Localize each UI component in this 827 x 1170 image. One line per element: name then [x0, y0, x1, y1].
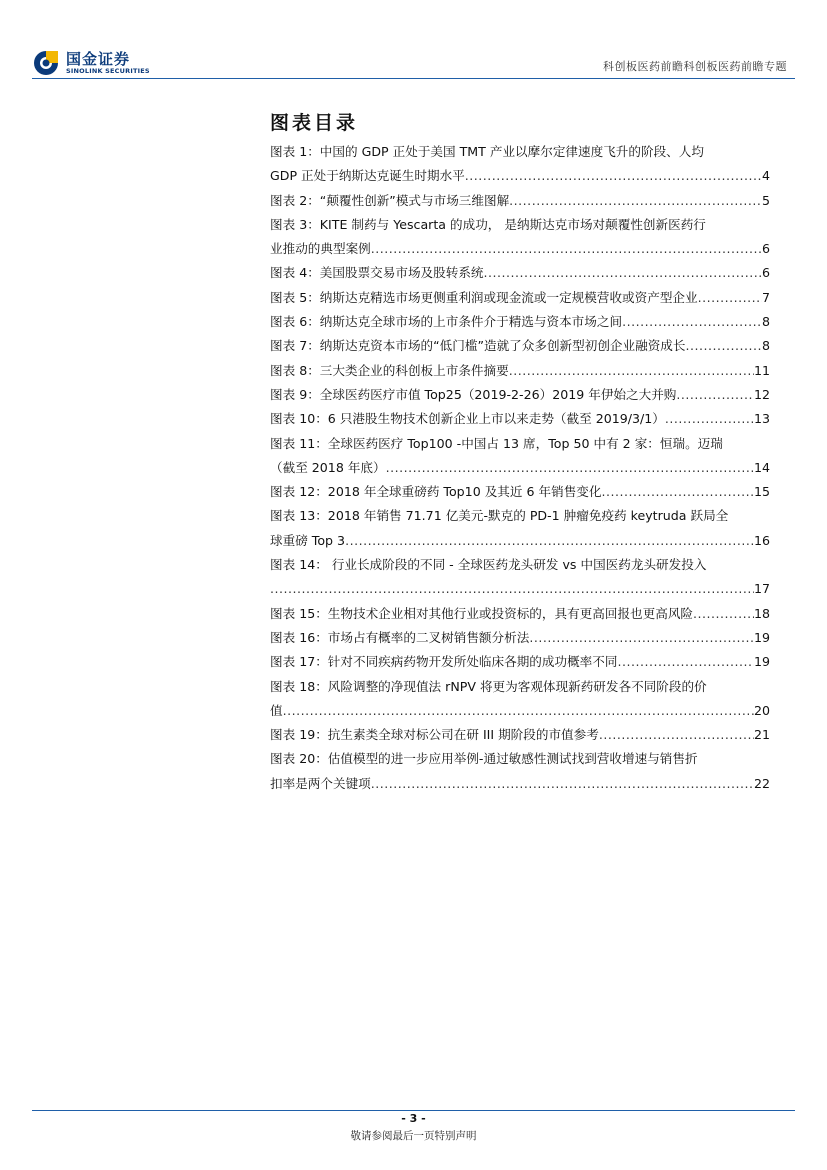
toc-entry[interactable]: [270, 675, 770, 724]
toc-entry-text: GDP 正处于纳斯达克诞生时期水平: [270, 168, 465, 184]
toc-entry-line: [270, 553, 770, 577]
toc-entry[interactable]: [270, 602, 770, 626]
logo-english-name: SINOLINK SECURITIES: [66, 66, 150, 75]
toc-page-number: 18: [753, 605, 770, 621]
toc-leader-dots: [693, 602, 754, 626]
toc-entry-line: [270, 772, 770, 796]
toc-entry-text: 图表 1：中国的 GDP 正处于美国 TMT 产业以摩尔定律速度飞升的阶段、人均: [270, 144, 704, 159]
logo-chinese-name: 国金证券: [66, 49, 131, 68]
toc-entry[interactable]: [270, 213, 770, 262]
toc-entry[interactable]: [270, 407, 770, 431]
toc-entry-line: [270, 675, 770, 699]
sinolink-logo-icon: [32, 49, 60, 77]
toc-entry-line: [270, 480, 770, 504]
toc-page-number: 17: [753, 581, 770, 597]
toc-page-number: 21: [753, 727, 770, 743]
toc-entry-line: [270, 577, 770, 601]
toc-entry-line: [270, 407, 770, 431]
toc-page-number: 6: [761, 241, 770, 257]
toc-entry-text: 图表 6：纳斯达克全球市场的上市条件介于精选与资本市场之间: [270, 314, 623, 330]
toc-page-number: 8: [761, 338, 770, 354]
toc-page-number: 19: [753, 654, 770, 670]
toc-leader-dots: [676, 383, 754, 407]
toc-entry-line: [270, 504, 770, 528]
toc-entry-text: 图表 16：市场占有概率的二叉树销售额分析法: [270, 629, 530, 645]
header-divider: [32, 78, 795, 79]
toc-entry-text: 业推动的典型案例: [270, 241, 371, 257]
toc-leader-dots: [371, 772, 754, 796]
toc-entry-line: [270, 650, 770, 674]
toc-leader-dots: [617, 650, 754, 674]
toc-entry-text: 扣率是两个关键项: [270, 775, 371, 791]
toc-entry[interactable]: [270, 286, 770, 310]
toc-entry[interactable]: [270, 261, 770, 285]
toc-page-number: 15: [753, 484, 770, 500]
page-number: - 3 -: [401, 1112, 426, 1125]
toc-entry-line: [270, 286, 770, 310]
toc-entry-text: 图表 10：6 只港股生物技术创新企业上市以来走势（截至 2019/3/1）: [270, 411, 665, 427]
toc-entry[interactable]: [270, 553, 770, 602]
toc-entry-line: [270, 529, 770, 553]
toc-entry-line: [270, 747, 770, 771]
toc-page-number: 7: [761, 289, 770, 305]
toc-entry-text: 图表 4：美国股票交易市场及股转系统: [270, 265, 484, 281]
toc-entry[interactable]: [270, 626, 770, 650]
toc-entry-line: [270, 164, 770, 188]
toc-entry-line: [270, 383, 770, 407]
toc-leader-dots: [665, 407, 754, 431]
toc-leader-dots: [509, 189, 762, 213]
toc-entry[interactable]: [270, 189, 770, 213]
toc-entry[interactable]: [270, 359, 770, 383]
report-title: 科创板医药前瞻科创板医药前瞻专题: [603, 60, 787, 73]
toc-entry-text: 图表 2：“颠覆性创新”模式与市场三维图解: [270, 192, 510, 208]
toc-entry[interactable]: [270, 480, 770, 504]
toc-entry[interactable]: [270, 747, 770, 796]
toc-entry-text: 图表 14： 行业长成阶段的不同 - 全球医药龙头研发 vs 中国医药龙头研发投入: [270, 557, 707, 573]
toc-leader-dots: [345, 529, 754, 553]
toc-entry-line: [270, 140, 770, 164]
toc-entry-text: 图表 18：风险调整的净现值法 rNPV 将更为客观体现新药研发各不同阶段的价: [270, 678, 707, 694]
toc-title: 图表目录: [270, 112, 359, 134]
footer-divider: [32, 1110, 795, 1111]
toc-entry[interactable]: [270, 432, 770, 481]
page-header: [0, 0, 827, 80]
toc-entry-text: 图表 17：针对不同疾病药物开发所处临床各期的成功概率不同: [270, 654, 618, 670]
toc-leader-dots: [371, 237, 762, 261]
toc-entry[interactable]: [270, 650, 770, 674]
toc-entry-text: 图表 9：全球医药医疗市值 Top25（2019-2-26）2019 年伊始之大并购: [270, 386, 677, 402]
toc-entry-text: 图表 19：抗生素类全球对标公司在研 III 期阶段的市值参考: [270, 727, 599, 743]
toc-entry-text: 值: [270, 702, 283, 718]
toc-page-number: 12: [753, 386, 770, 402]
toc-entry[interactable]: [270, 504, 770, 553]
toc-entry-text: 图表 15：生物技术企业相对其他行业或投资标的，具有更高回报也更高风险: [270, 605, 694, 621]
toc-entry-text: 图表 5：纳斯达克精选市场更侧重利润或现金流或一定规模营收或资产型企业: [270, 289, 698, 305]
toc-leader-dots: [622, 310, 762, 334]
toc-page-number: 5: [761, 192, 770, 208]
toc-leader-dots: [270, 577, 754, 601]
toc-page-number: 19: [753, 629, 770, 645]
toc-entry-text: 图表 20：估值模型的进一步应用举例-通过敏感性测试找到营收增速与销售折: [270, 751, 698, 767]
toc-entry-text: （截至 2018 年底）: [270, 459, 386, 475]
toc-entry-line: [270, 359, 770, 383]
toc-leader-dots: [698, 286, 762, 310]
toc-entry-text: 图表 13：2018 年销售 71.71 亿美元-默克的 PD-1 肿瘤免疫药 keytruda 跃局全: [270, 508, 729, 524]
toc-leader-dots: [529, 626, 754, 650]
toc-entry-line: [270, 456, 770, 480]
toc-entry[interactable]: [270, 383, 770, 407]
toc-entry-line: [270, 237, 770, 261]
table-of-figures: [270, 140, 770, 796]
toc-entry-line: [270, 310, 770, 334]
toc-page-number: 4: [761, 168, 770, 184]
toc-entry-line: [270, 602, 770, 626]
toc-entry-line: [270, 432, 770, 456]
toc-entry-text: 图表 8：三大类企业的科创板上市条件摘要: [270, 362, 509, 378]
toc-leader-dots: [283, 699, 754, 723]
toc-entry-line: [270, 189, 770, 213]
company-logo: [32, 48, 150, 78]
toc-entry-text: 图表 7：纳斯达克资本市场的“低门槛”造就了众多创新型初创企业融资成长: [270, 338, 686, 354]
toc-entry-line: [270, 261, 770, 285]
toc-page-number: 8: [761, 314, 770, 330]
toc-leader-dots: [599, 723, 754, 747]
toc-entry-line: [270, 334, 770, 358]
toc-leader-dots: [386, 456, 754, 480]
toc-leader-dots: [685, 334, 762, 358]
toc-page-number: 16: [753, 532, 770, 548]
toc-entry-text: 图表 3：KITE 制药与 Yescarta 的成功， 是纳斯达克市场对颠覆性创新医药行: [270, 216, 706, 232]
toc-page-number: 14: [753, 459, 770, 475]
toc-leader-dots: [484, 261, 762, 285]
toc-entry[interactable]: [270, 334, 770, 358]
toc-entry-line: [270, 213, 770, 237]
toc-entry-line: [270, 699, 770, 723]
toc-leader-dots: [601, 480, 753, 504]
toc-entry-text: 图表 12：2018 年全球重磅药 Top10 及其近 6 年销售变化: [270, 484, 602, 500]
toc-page-number: 11: [753, 362, 770, 378]
toc-entry-line: [270, 626, 770, 650]
toc-page-number: 6: [761, 265, 770, 281]
toc-page-number: 20: [753, 702, 770, 718]
toc-page-number: 22: [753, 775, 770, 791]
toc-entry[interactable]: [270, 140, 770, 189]
footer-disclaimer: 敬请参阅最后一页特别声明: [350, 1130, 477, 1142]
toc-entry-line: [270, 723, 770, 747]
toc-entry[interactable]: [270, 723, 770, 747]
toc-leader-dots: [465, 164, 762, 188]
toc-leader-dots: [509, 359, 754, 383]
toc-page-number: 13: [753, 411, 770, 427]
toc-entry[interactable]: [270, 310, 770, 334]
toc-entry-text: 球重磅 Top 3: [270, 532, 346, 548]
toc-entry-text: 图表 11：全球医药医疗 Top100 -中国占 13 席，Top 50 中有 2 家：恒瑞。迈瑞: [270, 435, 723, 451]
